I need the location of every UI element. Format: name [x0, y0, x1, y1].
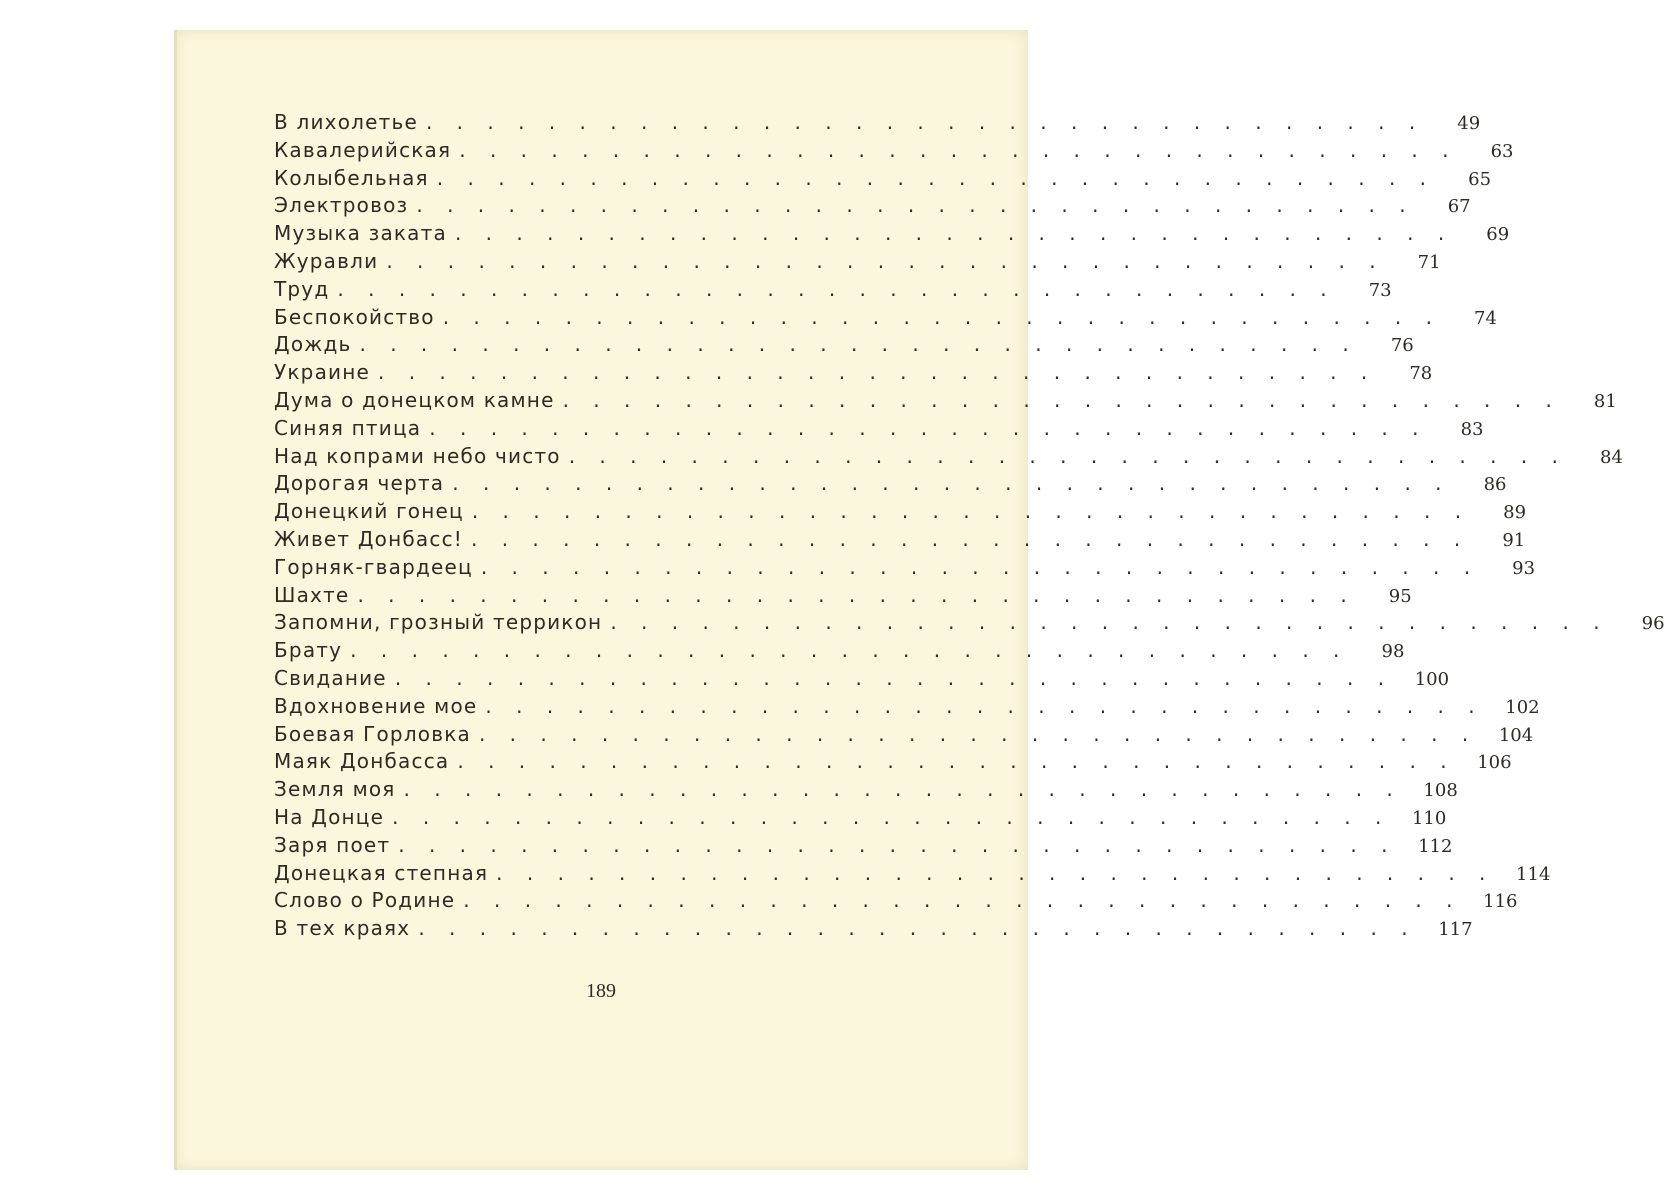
toc-entry-title: Дума о донецком камне: [274, 387, 555, 412]
toc-entry: [274, 221, 1510, 249]
toc-entry-page: 65: [1468, 168, 1492, 190]
toc-dot-leader: . . . . . . . . . . . . . . . . . . . . . . . . . . . . . . . . .: [568, 443, 1567, 468]
toc-dot-leader: . . . . . . . . . . . . . . . . . . . . . . . . . . . . . . . . .: [562, 387, 1561, 412]
toc-entry: [274, 916, 1473, 944]
toc-entry: [274, 387, 1617, 416]
toc-entry-title: Запомни, грозный террикон: [274, 610, 603, 635]
toc-entry-title: Над копрами небо чисто: [274, 443, 561, 468]
toc-entry-page: 74: [1474, 307, 1497, 329]
toc-entry: [274, 860, 1551, 889]
toc-entry-page: 114: [1516, 863, 1551, 885]
toc-entry-page: 86: [1483, 474, 1507, 496]
toc-dot-leader: . . . . . . . . . . . . . . . . . . . . . . . . . . . . . . . . .: [452, 471, 1451, 496]
toc-entry-title: Брату: [274, 638, 343, 663]
toc-dot-leader: . . . . . . . . . . . . . . . . . . . . . . . . . . . . . . . . .: [610, 610, 1609, 635]
toc-entry-page: 104: [1498, 724, 1534, 746]
toc-entry-title: Музыка заката: [274, 221, 447, 246]
toc-dot-leader: . . . . . . . . . . . . . . . . . . . . . . . . . . . . . . . . .: [459, 137, 1458, 162]
toc-dot-leader: . . . . . . . . . . . . . . . . . . . . . . . . . . . . . . . . .: [496, 860, 1495, 885]
toc-entry: [274, 582, 1412, 611]
toc-entry-page: 106: [1477, 752, 1512, 774]
toc-entry: [274, 443, 1623, 472]
toc-entry-page: 102: [1505, 696, 1540, 718]
toc-dot-leader: . . . . . . . . . . . . . . . . . . . . . . . . . . . . . . . . .: [470, 526, 1470, 551]
toc-entry-title: Маяк Донбасса: [274, 749, 450, 774]
toc-entry-page: 110: [1411, 807, 1447, 829]
toc-entry-title: Дождь: [274, 332, 352, 357]
toc-dot-leader: . . . . . . . . . . . . . . . . . . . . . . . . . . . . . . . . .: [350, 638, 1349, 663]
toc-entry: [274, 665, 1450, 694]
toc-entry: [274, 471, 1507, 499]
toc-entry: [274, 360, 1433, 388]
toc-entry: [274, 554, 1536, 583]
toc-dot-leader: . . . . . . . . . . . . . . . . . . . . . . . . . . . . . . . . .: [398, 832, 1397, 857]
toc-entry-page: 78: [1409, 363, 1433, 385]
toc-entry: [274, 638, 1405, 666]
toc-entry-page: 67: [1447, 196, 1471, 218]
toc-entry: [274, 888, 1518, 916]
toc-entry-title: Дорогая черта: [274, 471, 445, 496]
toc-entry-title: Живет Донбасс!: [274, 526, 463, 551]
toc-entry: [274, 248, 1441, 277]
toc-dot-leader: . . . . . . . . . . . . . . . . . . . . . . . . . . . . . . . . .: [471, 499, 1471, 524]
toc-entry-title: Труд: [274, 276, 330, 301]
toc-dot-leader: . . . . . . . . . . . . . . . . . . . . . . . . . . . . . . . . .: [337, 276, 1336, 301]
toc-entry-title: Земля моя: [274, 777, 396, 802]
toc-dot-leader: . . . . . . . . . . . . . . . . . . . . . . . . . . . . . . . . .: [463, 888, 1462, 913]
toc-entry-page: 96: [1641, 613, 1665, 635]
toc-entry: [274, 610, 1665, 638]
toc-entry: [274, 165, 1492, 194]
toc-entry: [274, 526, 1526, 555]
toc-entry: [274, 415, 1484, 444]
toc-entry-title: Кавалерийская: [274, 137, 452, 162]
toc-entry-title: Слово о Родине: [274, 888, 456, 913]
toc-entry-title: В лихолетье: [274, 110, 418, 134]
toc-entry: [274, 721, 1534, 750]
toc-entry-page: 84: [1600, 446, 1623, 468]
toc-entry-title: Колыбельная: [274, 165, 429, 190]
toc-entry: [274, 276, 1392, 305]
toc-dot-leader: . . . . . . . . . . . . . . . . . . . . . . . . . . . . . . . . .: [436, 165, 1436, 190]
toc-entry: [274, 832, 1453, 861]
toc-entry-title: Шахте: [274, 582, 350, 607]
toc-entry-page: 93: [1512, 557, 1536, 579]
toc-entry-title: Заря поет: [274, 832, 391, 857]
toc-entry-page: 76: [1390, 335, 1414, 357]
toc-dot-leader: . . . . . . . . . . . . . . . . . . . . . . . . . . . . . . . . .: [478, 721, 1478, 746]
book-page: [174, 30, 1665, 1170]
toc-dot-leader: . . . . . . . . . . . . . . . . . . . . . . . . . . . . . . . . .: [416, 193, 1415, 218]
toc-entry-title: Свидание: [274, 665, 387, 690]
toc-entry-page: 95: [1388, 585, 1412, 607]
toc-entry: [274, 804, 1447, 833]
toc-entry-page: 112: [1418, 835, 1453, 857]
toc-dot-leader: . . . . . . . . . . . . . . . . . . . . . . . . . . . . . . . . .: [378, 360, 1377, 385]
toc-dot-leader: . . . . . . . . . . . . . . . . . . . . . . . . . . . . . . . . .: [394, 665, 1394, 690]
toc-entry-page: 91: [1502, 529, 1526, 551]
toc-dot-leader: . . . . . . . . . . . . . . . . . . . . . . . . . . . . . . . . .: [392, 804, 1391, 829]
page-number: 189: [586, 980, 616, 1002]
toc-entry-page: 63: [1490, 140, 1514, 162]
toc-entry: [274, 110, 1481, 138]
toc-entry: [274, 193, 1471, 221]
toc-entry-title: Донецкая степная: [274, 860, 489, 885]
toc-entry-title: Беспокойство: [274, 304, 435, 329]
toc-entry-page: 108: [1423, 780, 1458, 802]
toc-entry-page: 81: [1593, 390, 1617, 412]
toc-dot-leader: . . . . . . . . . . . . . . . . . . . . . . . . . . . . . . . . .: [480, 554, 1480, 579]
toc-entry: [274, 332, 1414, 360]
toc-entry-page: 100: [1414, 668, 1450, 690]
toc-entry: [274, 693, 1540, 722]
toc-dot-leader: . . . . . . . . . . . . . . . . . . . . . . . . . . . . . . . . .: [386, 248, 1385, 273]
toc-entry: [274, 137, 1514, 166]
toc-dot-leader: . . . . . . . . . . . . . . . . . . . . . . . . . . . . . . . . .: [457, 749, 1456, 774]
toc-entry-title: Боевая Горловка: [274, 721, 471, 746]
toc-entry-title: Украине: [274, 360, 370, 385]
toc-entry-page: 73: [1368, 279, 1392, 301]
toc-entry-page: 116: [1483, 891, 1518, 913]
toc-entry-title: Журавли: [274, 248, 379, 273]
toc-entry-title: Горняк-гвардеец: [274, 554, 473, 579]
toc-dot-leader: . . . . . . . . . . . . . . . . . . . . . . . . . . . . . . . . .: [359, 332, 1358, 357]
toc-dot-leader: . . . . . . . . . . . . . . . . . . . . . . . . . . . . . . . . .: [403, 777, 1402, 802]
toc-entry: [274, 304, 1497, 333]
toc-dot-leader: . . . . . . . . . . . . . . . . . . . . . . . . . . . . . . . . .: [418, 916, 1417, 941]
toc-entry-page: 83: [1460, 418, 1484, 440]
toc-dot-leader: . . . . . . . . . . . . . . . . . . . . . . . . . . . . . . . . .: [442, 304, 1441, 329]
toc-entry-page: 117: [1438, 919, 1473, 941]
table-of-contents: [274, 110, 1665, 944]
toc-entry-title: Электровоз: [274, 193, 409, 218]
toc-entry-title: В тех краях: [274, 916, 411, 941]
toc-entry: [274, 777, 1458, 805]
toc-dot-leader: . . . . . . . . . . . . . . . . . . . . . . . . . . . . . . . . .: [454, 221, 1454, 246]
toc-entry-title: Донецкий гонец: [274, 499, 464, 524]
toc-entry-page: 71: [1417, 251, 1441, 273]
toc-entry-title: На Донце: [274, 804, 385, 829]
toc-entry-page: 49: [1457, 113, 1481, 134]
toc-entry: [274, 499, 1527, 527]
toc-entry: [274, 749, 1512, 777]
toc-dot-leader: . . . . . . . . . . . . . . . . . . . . . . . . . . . . . . . . .: [425, 110, 1425, 134]
toc-entry-page: 69: [1486, 224, 1510, 246]
toc-dot-leader: . . . . . . . . . . . . . . . . . . . . . . . . . . . . . . . . .: [357, 582, 1356, 607]
toc-dot-leader: . . . . . . . . . . . . . . . . . . . . . . . . . . . . . . . . .: [485, 693, 1484, 718]
toc-entry-title: Вдохновение мое: [274, 693, 478, 718]
toc-dot-leader: . . . . . . . . . . . . . . . . . . . . . . . . . . . . . . . . .: [429, 415, 1428, 440]
toc-entry-title: Синяя птица: [274, 415, 422, 440]
toc-entry-page: 98: [1381, 641, 1405, 663]
toc-entry-page: 89: [1503, 502, 1527, 524]
